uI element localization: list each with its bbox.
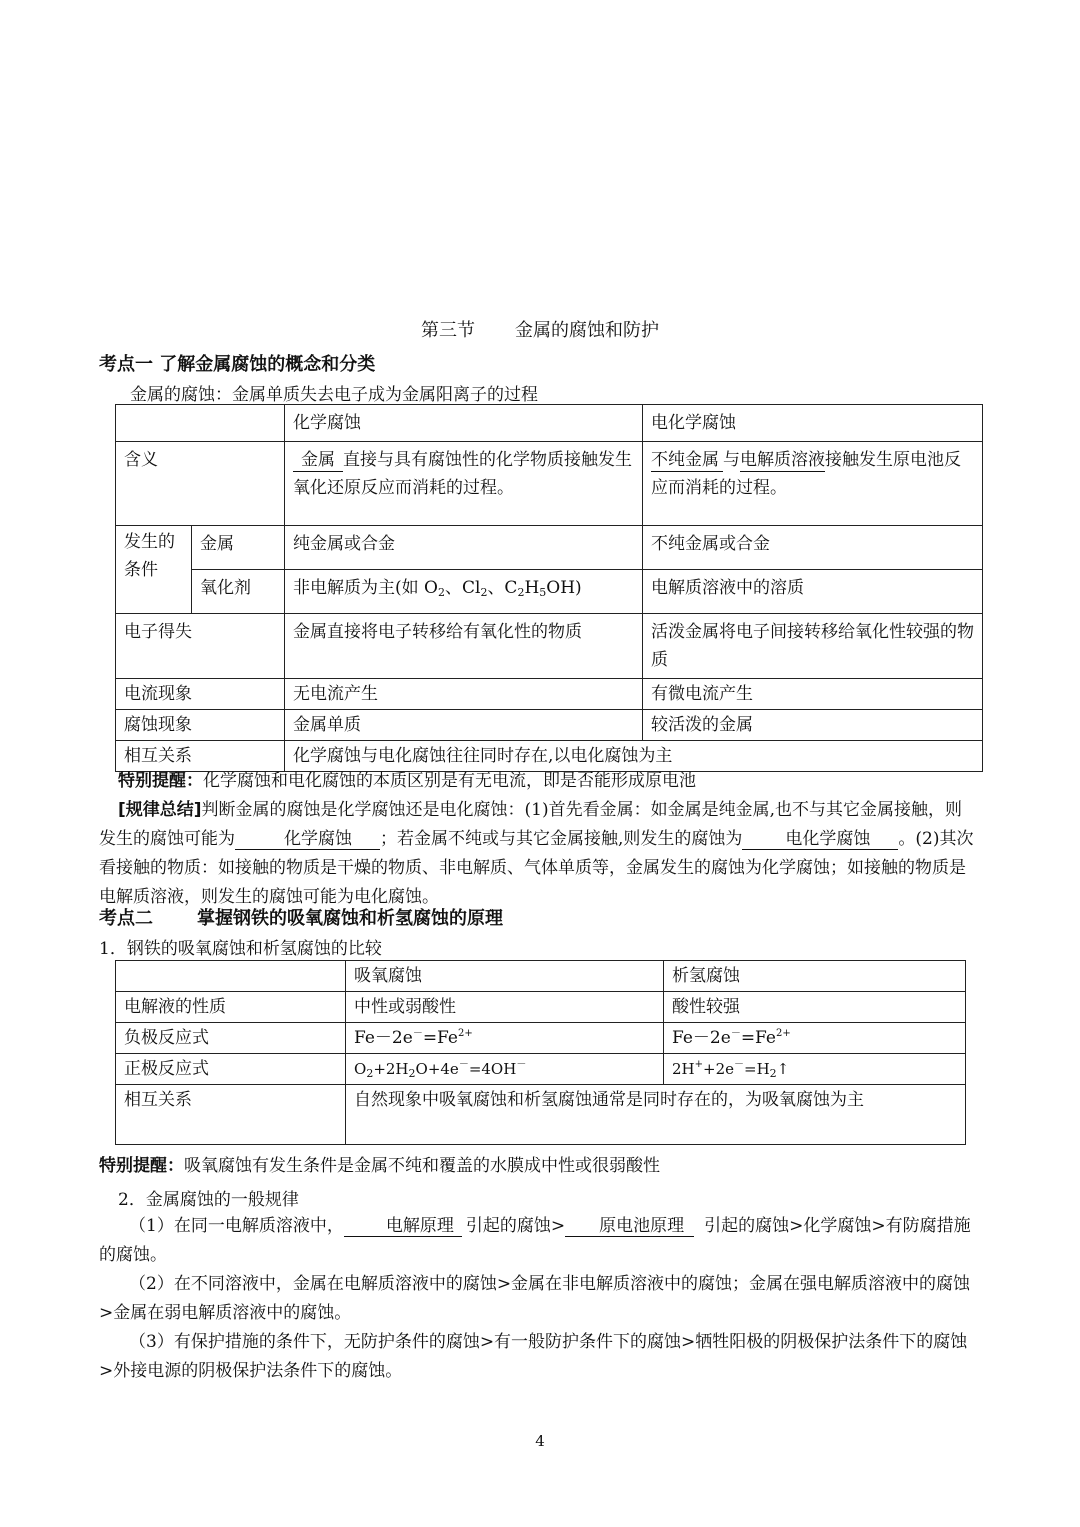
ox-sub-h: 5 (539, 586, 547, 599)
meaning-electrochemical (643, 442, 983, 526)
summary-text-1: 判断金属的腐蚀是化学腐蚀还是电化腐蚀：(1)首先看金属：如金属是纯金属,也不与其它金属接触，则发生的腐蚀可能为 (99, 800, 963, 849)
header-electrochemical: 电化学腐蚀 (643, 405, 983, 442)
c-o2-c: O+4e (415, 1060, 459, 1078)
keypoint-1-heading: 考点一 了解金属腐蚀的概念和分类 (99, 354, 376, 375)
c-o2-a-sub: 2 (366, 1067, 374, 1080)
oxidant-electrochemical: 电解质溶液中的溶质 (643, 570, 983, 614)
summary-label: [规律总结] (118, 800, 202, 820)
c-o2-minus: － (458, 1059, 469, 1070)
blank-chemical-corrosion: 化学腐蚀 (235, 830, 380, 850)
anode-h2-mid: =Fe (740, 1028, 776, 1048)
c-o2-b-sub: 2 (408, 1067, 416, 1080)
ox-sub-c: 2 (517, 586, 525, 599)
rule-paragraph-2: （2）在不同溶液中，金属在电解质溶液中的腐蚀>金属在非电解质溶液中的腐蚀；金属在强电解质溶液中的腐蚀>金属在弱电解质溶液中的腐蚀。 (99, 1274, 971, 1323)
blank-electrochemical-corrosion: 电化学腐蚀 (742, 830, 898, 850)
blank-metal: 金属 (293, 450, 343, 472)
anode-o2-pre: Fe－2e (354, 1028, 413, 1048)
corrosion-type-table (115, 404, 983, 772)
row-label-meaning: 含义 (116, 442, 285, 526)
c-h2-c-sub: 2 (769, 1067, 777, 1080)
special-note-1 (118, 766, 696, 791)
row-label-metal: 金属 (192, 526, 285, 570)
p1-c: 引起的腐蚀> (465, 1216, 566, 1236)
c-h2-c: =H (744, 1060, 770, 1078)
row-label-corrosion: 腐蚀现象 (116, 710, 285, 741)
ox-mid2: 、C (487, 578, 518, 598)
c-o2-d: =4OH (468, 1060, 517, 1078)
row-label-relation: 相互关系 (116, 741, 285, 772)
blank-electrolyte: 电解质溶液 (740, 450, 825, 472)
rule-paragraph-3: （3）有保护措施的条件下，无防护条件的腐蚀>有一般防护条件下的腐蚀>牺牲阳极的阴极保护法条件下的腐蚀>外接电源的阴极保护法条件下的腐蚀。 (99, 1332, 968, 1381)
meaning-chemical-text: 直接与具有腐蚀性的化学物质接触发生氧化还原反应而消耗的过程。 (293, 450, 632, 498)
c-h2-a: 2H (672, 1060, 695, 1078)
table2-corner (116, 961, 346, 992)
p1-d: 引起的腐蚀>化学腐蚀>有防腐措施的腐蚀。 (99, 1216, 971, 1265)
current-chemical: 无电流产生 (285, 679, 643, 710)
anode-h2-charge: 2+ (775, 1028, 791, 1039)
gas-arrow-icon: ↑ (776, 1060, 790, 1078)
row-label-anode: 负极反应式 (116, 1023, 346, 1054)
page-number: 4 (535, 1432, 545, 1450)
note2-text: 吸氧腐蚀有发生条件是金属不纯和覆盖的水膜成中性或很弱酸性 (184, 1156, 660, 1176)
current-electrochemical: 有微电流产生 (643, 679, 983, 710)
c-h2-a-sup: + (694, 1059, 704, 1070)
general-rules-subtitle: 2．金属腐蚀的一般规律 (118, 1190, 299, 1210)
keypoint-2-heading (99, 904, 503, 930)
cathode-oxygen (346, 1054, 664, 1085)
blank-electrolysis: 电解原理 (344, 1217, 462, 1237)
ox-pre: 非电解质为主(如 O (293, 578, 438, 598)
ox-sub-cl: 2 (480, 586, 488, 599)
anode-o2-charge: 2+ (457, 1028, 473, 1039)
header-oxygen: 吸氧腐蚀 (346, 961, 664, 992)
blank-galvanic: 原电池原理 (565, 1217, 694, 1237)
relation-text: 化学腐蚀与电化腐蚀往往同时存在,以电化腐蚀为主 (285, 741, 983, 772)
meaning-chemical (285, 442, 643, 526)
relation-text-2: 自然现象中吸氧腐蚀和析氢腐蚀通常是同时存在的，为吸氧腐蚀为主 (346, 1085, 966, 1145)
row-label-conditions: 发生的条件 (116, 526, 192, 614)
blank-impure-metal: 不纯金属 (651, 450, 723, 472)
section-number: 第三节 (421, 320, 475, 341)
c-o2-a: O (354, 1060, 367, 1078)
row-label-electrolyte: 电解液的性质 (116, 992, 346, 1023)
row-label-relation-2: 相互关系 (116, 1085, 346, 1145)
summary-text-3: 。(2)其次看接触的物质：如接触的物质是干燥的物质、非电解质、气体单质等，金属发生的腐蚀为化学腐蚀；如接触的物质是电解质溶液，则发生的腐蚀可能为电化腐蚀。 (99, 829, 974, 907)
p1-a: （1）在同一电解质溶液中， (129, 1216, 344, 1236)
section-title (0, 316, 1080, 342)
anode-o2-mid: =Fe (422, 1028, 458, 1048)
electrolyte-hydrogen: 酸性较强 (664, 992, 966, 1023)
keypoint-2-title: 掌握钢铁的吸氧腐蚀和析氢腐蚀的原理 (197, 908, 503, 929)
electron-chemical: 金属直接将电子转移给有氧化性的物质 (285, 614, 643, 679)
row-label-cathode: 正极反应式 (116, 1054, 346, 1085)
keypoint-2-label: 考点二 (99, 908, 153, 929)
section-name: 金属的腐蚀和防护 (515, 320, 659, 341)
corrosion-electrochemical: 较活泼的金属 (643, 710, 983, 741)
anode-oxygen (346, 1023, 664, 1054)
row-label-current: 电流现象 (116, 679, 285, 710)
oxygen-hydrogen-table (115, 960, 966, 1145)
oxidant-chemical (285, 570, 643, 614)
c-o2-oh-minus: － (516, 1059, 527, 1070)
c-h2-minus: － (734, 1059, 745, 1070)
summary-text-2: ；若金属不纯或与其它金属接触,则发生的腐蚀为 (380, 829, 743, 849)
electrolyte-oxygen: 中性或弱酸性 (346, 992, 664, 1023)
row-label-electron: 电子得失 (116, 614, 285, 679)
anode-h2-pre: Fe－2e (672, 1028, 731, 1048)
meaning-elec-mid: 与 (723, 450, 740, 470)
anode-o2-minus: － (412, 1028, 423, 1039)
header-chemical: 化学腐蚀 (285, 405, 643, 442)
corrosion-chemical: 金属单质 (285, 710, 643, 741)
c-o2-b: +2H (373, 1060, 409, 1078)
header-hydrogen: 析氢腐蚀 (664, 961, 966, 992)
row-label-oxidant: 氧化剂 (192, 570, 285, 614)
table-corner (116, 405, 285, 442)
anode-h2-minus: － (730, 1028, 741, 1039)
ox-sub-o: 2 (437, 586, 445, 599)
electron-electrochemical: 活泼金属将电子间接转移给氧化性较强的物质 (643, 614, 983, 679)
ox-end: OH) (546, 578, 582, 598)
note-label: 特别提醒： (118, 771, 203, 791)
ox-mid3: H (524, 578, 540, 598)
special-note-2 (99, 1151, 660, 1176)
rule-summary (99, 796, 979, 912)
note2-label: 特别提醒： (99, 1156, 184, 1176)
metal-electrochemical: 不纯金属或合金 (643, 526, 983, 570)
c-h2-b: +2e (703, 1060, 735, 1078)
metal-chemical: 纯金属或合金 (285, 526, 643, 570)
meaning-electrochemical-text: 接触发生原电池反应而消耗的过程。 (651, 450, 961, 498)
cathode-hydrogen (664, 1054, 966, 1085)
ox-mid1: 、Cl (444, 578, 481, 598)
anode-hydrogen (664, 1023, 966, 1054)
corrosion-definition: 金属的腐蚀：金属单质失去电子成为金属阳离子的过程 (130, 385, 538, 405)
comparison-subtitle: 1．钢铁的吸氧腐蚀和析氢腐蚀的比较 (99, 939, 382, 959)
note-text: 化学腐蚀和电化腐蚀的本质区别是有无电流，即是否能形成原电池 (203, 771, 696, 791)
rule-paragraph-1 (99, 1212, 979, 1270)
